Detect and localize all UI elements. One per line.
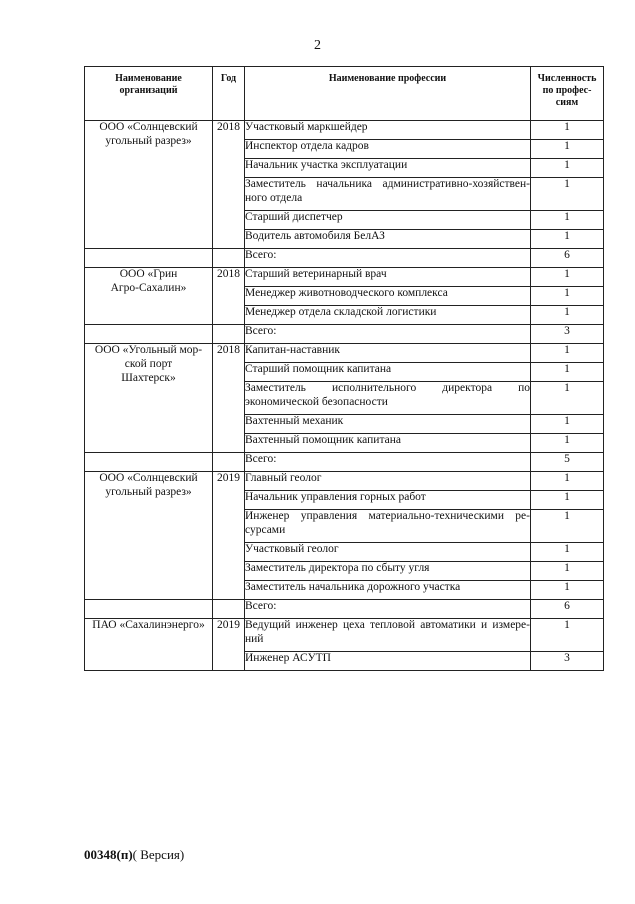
table-row <box>85 619 604 652</box>
header-count: Численность по профес- сиям <box>531 67 604 121</box>
profession-name-line: Старший диспетчер <box>245 211 343 223</box>
empty-cell <box>85 600 213 619</box>
total-value: 5 <box>531 453 604 472</box>
profession-name-line: Вахтенный механик <box>245 415 344 427</box>
organization-name <box>85 619 213 671</box>
header-profession: Наименование профессии <box>245 67 531 121</box>
organization-name-line: ской порт <box>124 357 173 370</box>
profession-count: 1 <box>531 363 604 382</box>
total-value: 3 <box>531 325 604 344</box>
profession-name-line: Старший ветеринарный врач <box>245 268 387 280</box>
organization-name <box>85 472 213 600</box>
profession-name-line: Старший помощник капитана <box>245 363 392 375</box>
profession-count: 1 <box>531 510 604 543</box>
organization-name-line: Агро-Сахалин» <box>110 281 187 294</box>
organization-name <box>85 268 213 325</box>
empty-cell <box>213 453 245 472</box>
year: 2019 <box>213 619 245 671</box>
header-year: Год <box>213 67 245 121</box>
empty-cell <box>213 325 245 344</box>
profession-name-line: Заместитель директора по сбыту угля <box>245 562 430 574</box>
profession-count: 1 <box>531 382 604 415</box>
profession-name <box>245 159 531 178</box>
profession-count: 1 <box>531 211 604 230</box>
profession-name-line: Участковый маркшейдер <box>245 121 368 133</box>
profession-name <box>245 562 531 581</box>
footer-code: 00348(п) <box>84 847 133 862</box>
total-value: 6 <box>531 249 604 268</box>
total-row <box>85 249 604 268</box>
profession-name <box>245 491 531 510</box>
total-label: Всего: <box>245 453 531 472</box>
year: 2018 <box>213 268 245 325</box>
profession-name-line: Заместитель исполнительного директора по <box>245 382 530 394</box>
profession-count: 1 <box>531 472 604 491</box>
document-code <box>84 847 184 863</box>
organization-name-line: угольный разрез» <box>105 134 192 147</box>
year: 2018 <box>213 344 245 453</box>
profession-name <box>245 652 531 671</box>
total-row <box>85 325 604 344</box>
organization-name-line: ООО «Грин <box>119 268 178 280</box>
profession-name <box>245 121 531 140</box>
year: 2018 <box>213 121 245 249</box>
profession-name-line: Заместитель начальника административно-хозяйствен- <box>245 178 530 190</box>
profession-count: 1 <box>531 562 604 581</box>
profession-name <box>245 619 531 652</box>
profession-name-line: ного отдела <box>245 191 303 204</box>
table-row <box>85 472 604 491</box>
year: 2019 <box>213 472 245 600</box>
table-row <box>85 344 604 363</box>
profession-count: 1 <box>531 344 604 363</box>
profession-name-line: экономической безопасности <box>245 395 388 408</box>
profession-name-line: Заместитель начальника дорожного участка <box>245 581 461 593</box>
profession-count: 1 <box>531 121 604 140</box>
profession-name-line: Инженер управления материально-техническими ре- <box>245 510 530 522</box>
profession-name <box>245 178 531 211</box>
header-org: Наименование организаций <box>85 67 213 121</box>
profession-name <box>245 472 531 491</box>
profession-name <box>245 581 531 600</box>
empty-cell <box>213 249 245 268</box>
profession-name <box>245 363 531 382</box>
profession-count: 1 <box>531 543 604 562</box>
profession-count: 1 <box>531 434 604 453</box>
organization-name-line: ПАО «Сахалинэнерго» <box>92 619 205 631</box>
profession-name-line: Капитан-наставник <box>245 344 340 356</box>
profession-name <box>245 140 531 159</box>
page-number: 2 <box>314 38 321 53</box>
profession-name <box>245 434 531 453</box>
profession-name-line: Участковый геолог <box>245 543 339 555</box>
profession-name-line: Вахтенный помощник капитана <box>245 434 401 446</box>
profession-name <box>245 306 531 325</box>
profession-count: 1 <box>531 415 604 434</box>
profession-name <box>245 344 531 363</box>
total-value: 6 <box>531 600 604 619</box>
total-row <box>85 600 604 619</box>
table-header-row <box>85 67 604 121</box>
profession-name <box>245 230 531 249</box>
table-row <box>85 121 604 140</box>
profession-count: 1 <box>531 140 604 159</box>
profession-count: 1 <box>531 491 604 510</box>
empty-cell <box>85 325 213 344</box>
profession-name-line: сурсами <box>245 523 286 536</box>
table-body <box>85 121 604 671</box>
professions-table <box>84 66 604 671</box>
profession-count: 1 <box>531 287 604 306</box>
profession-count: 1 <box>531 230 604 249</box>
total-label: Всего: <box>245 325 531 344</box>
organization-name-line: ООО «Солнцевский <box>99 472 198 484</box>
profession-name-line: Инспектор отдела кадров <box>245 140 369 152</box>
organization-name-line: угольный разрез» <box>105 485 192 498</box>
profession-count: 1 <box>531 306 604 325</box>
profession-name-line: Менеджер животноводческого комплекса <box>245 287 448 299</box>
profession-name <box>245 382 531 415</box>
profession-count: 1 <box>531 268 604 287</box>
profession-name <box>245 543 531 562</box>
profession-count: 3 <box>531 652 604 671</box>
profession-count: 1 <box>531 619 604 652</box>
profession-name-line: ний <box>245 632 264 645</box>
profession-name-line: Главный геолог <box>245 472 322 484</box>
footer-suffix: ( Версия) <box>132 847 185 862</box>
profession-name <box>245 211 531 230</box>
profession-count: 1 <box>531 581 604 600</box>
profession-count: 1 <box>531 178 604 211</box>
empty-cell <box>213 600 245 619</box>
profession-name-line: Инженер АСУТП <box>245 652 331 664</box>
profession-name <box>245 415 531 434</box>
profession-name-line: Водитель автомобиля БелАЗ <box>245 230 385 242</box>
total-label: Всего: <box>245 249 531 268</box>
profession-name-line: Менеджер отдела складской логистики <box>245 306 437 318</box>
total-row <box>85 453 604 472</box>
organization-name-line: ООО «Угольный мор- <box>94 344 203 356</box>
empty-cell <box>85 249 213 268</box>
profession-count: 1 <box>531 159 604 178</box>
profession-name-line: Начальник участка эксплуатации <box>245 159 408 171</box>
profession-name <box>245 510 531 543</box>
organization-name-line: Шахтерск» <box>121 371 176 384</box>
organization-name <box>85 121 213 249</box>
profession-name <box>245 268 531 287</box>
organization-name-line: ООО «Солнцевский <box>99 121 198 133</box>
total-label: Всего: <box>245 600 531 619</box>
organization-name <box>85 344 213 453</box>
profession-name-line: Ведущий инженер цеха тепловой автоматики и измере- <box>245 619 530 631</box>
profession-name <box>245 287 531 306</box>
empty-cell <box>85 453 213 472</box>
table-row <box>85 268 604 287</box>
profession-name-line: Начальник управления горных работ <box>245 491 426 503</box>
